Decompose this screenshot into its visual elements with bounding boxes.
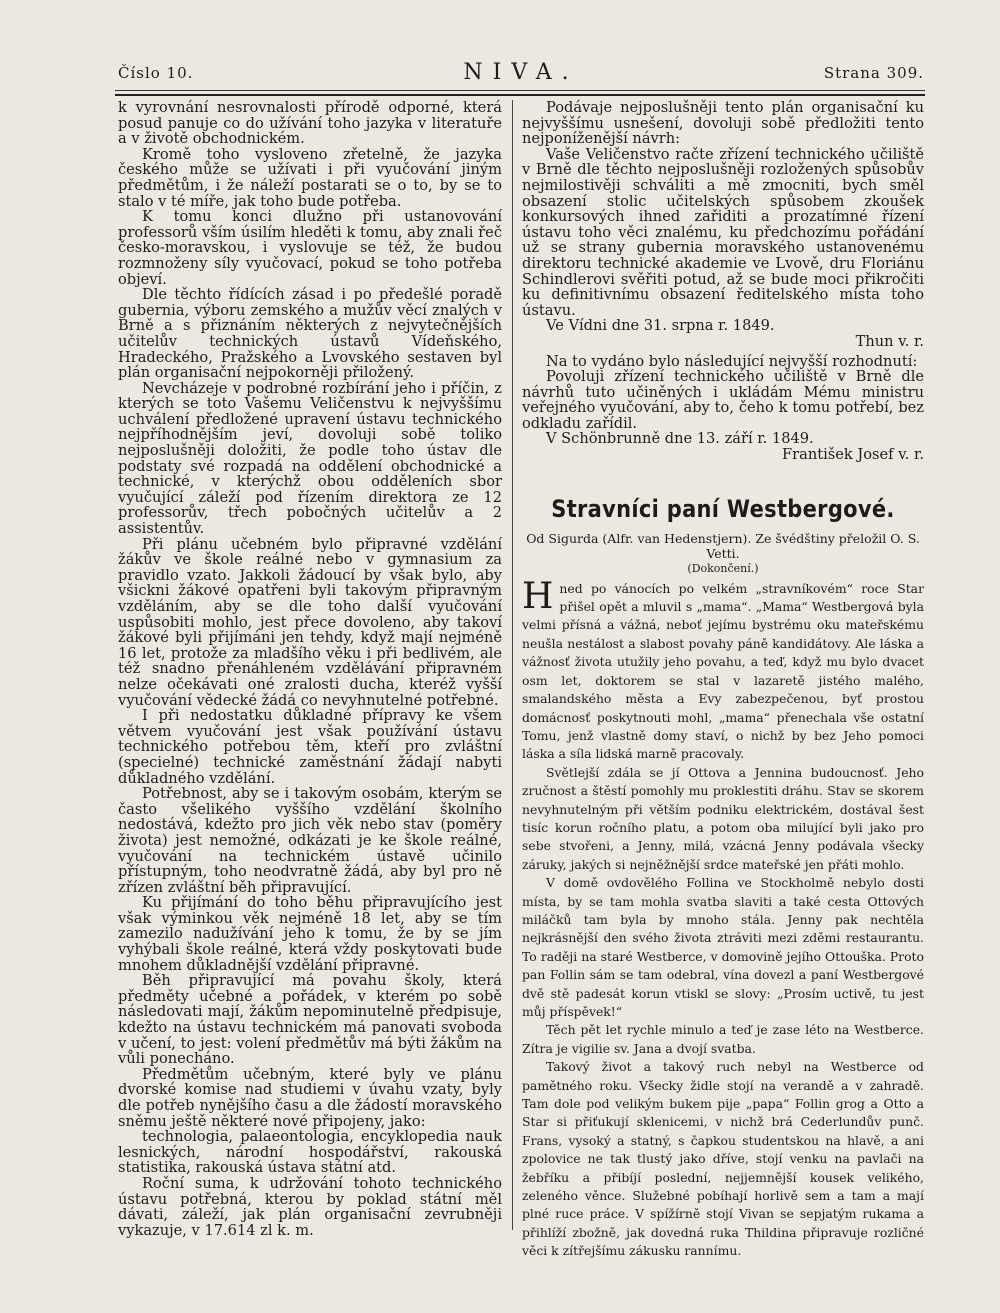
dateline: V Schönbrunně dne 13. září r. 1849. bbox=[546, 430, 814, 448]
paragraph: Světlejší zdála se jí Ottova a Jennina budoucnosť. Jeho zručnost a štěstí pomohly mu proklestiti dráhu. Stav se skorem nevyhnutelným při větším podniku elektrickém, dostával šest tisíc korun ročního platu, a potom oba milující byli jako pro sebe stvořeni, a Jenny, milá, vzácná Jenny podávala všecky záruky, jakých si nejněžnější srdce mateřské jen přáti mohlo. bbox=[522, 764, 924, 872]
journal-title: NIVA. bbox=[463, 60, 579, 85]
paragraph: Ku přijímání do toho běhu připravujícího jest však výminkou věk nejméně 18 let, aby se tím zamezilo nadužívání jeho k tomu, že by se jím vyhýbali škole reálné, která vždy poskytovati bude mnohem důkladnější vzdělání připravné. bbox=[118, 894, 502, 974]
paragraph: Takový život a takový ruch nebyl na Westberce od pamětného roku. Všecky židle stojí na verandě a v zahradě. Tam dole pod velikým bukem pije „papa“ Follin grog a Otto a Star si přiťukují sklenicemi, v nichž brá Cederlundův punč. Frans, vysoký a statný, s čapkou studentskou na hlavě, a ani zpolovice ne tak tlustý jako dříve, stojí venku na pavlači na žebříku a přibíjí poslední, nejjemnější kousek velikého, zeleného věnce. Služebné pobíhají horlivě sem a tam a mají plné ruce práce. V spížírně stojí Vivan se sepjatým rukama a přihlíží zbožně, jak dovedná ruka Thildina připravuje rozličné věci k zítřejšímu zákusku rannímu. bbox=[522, 1059, 924, 1259]
paragraph: Předmětům učebným, které byly ve plánu dvorské komise nad studiemi v úvahu vzaty, byly dle potřeb nynějšího času a dle žádostí moravského sněmu ještě některé nové připojeny, jako: bbox=[118, 1065, 502, 1130]
paragraph: Roční suma, k udržování tohoto technického ústavu potřebná, kterou by poklad státní měl dávati, záleží, jak plán organisační zevrubněji vykazuje, v 17.614 zl k. m. bbox=[118, 1174, 502, 1239]
paragraph: K tomu konci dlužno při ustanovování professorů vším úsilím hleděti k tomu, aby znali řeč česko-moravskou, i vyslovuje se též, že budou rozmnoženy síly vyučovací, pokud se toho potřeba objeví. bbox=[118, 208, 502, 288]
paragraph bbox=[522, 575, 924, 764]
paragraph: Běh připravující má povahu školy, která předměty učebné a pořádek, v kterém po sobě následovati mají, žákům nepominutelně předpisuje, kdežto na ústavu technickém má panovati svoboda v učení, to jest: volení předmětův má býti žákům na vůli ponecháno. bbox=[118, 972, 502, 1068]
paragraph: V domě ovdovělého Follina ve Stockholmě nebylo dosti místa, by se tam mohla svatba slaviti a také cesta Ottových miláčků tam byla by mnoho stála. Jenny pak nechtěla nejkrásnější den svého života ztráviti mezi zděmi restaurantu. To raději na staré Westberce, v domovině jejího Ottouška. Proto pan Follin sám se tam odebral, vína dovezl a paní Westbergové dvě stě padesát korun vtiskl se slovy: „Prosím uctivě, tu jest můj příspěvek!“ bbox=[522, 875, 924, 1019]
story-byline: Od Sigurda (Alfr. van Hedenstjern). Ze švédštiny přeložil O. S. Vetti. bbox=[526, 530, 920, 561]
issue-number: Číslo 10. bbox=[118, 64, 194, 82]
paragraph: Podávaje nejposlušněji tento plán organisační ku nejvyššímu usnešení, dovoluji sobě předložiti tento nejponíženější návrh: bbox=[522, 99, 924, 148]
continuation-note: (Dokončení.) bbox=[687, 561, 759, 575]
paragraph: technologia, palaeontologia, encyklopedia nauk lesnických, národní hospodářství, rakouská statistika, rakouská ústava státní atd. bbox=[118, 1128, 502, 1177]
header-rule-thick bbox=[115, 94, 925, 96]
paragraph: Dle těchto řídících zásad i po předešlé poradě gubernia, výboru zemského a mužův věcí znalých v Brně a s přiznáním některých z nejvytečnějších učitelův technických ústavů Vídeňského, Hradeckého, Pražského a Lvovského sestaven byl plán organisační nejpokorněji přiložený. bbox=[118, 286, 502, 382]
paragraph: Vaše Veličenstvo račte zřízení technického učiliště v Brně dle těchto nejposlušněji rozložených spůsobův nejmilostivěji schváliti a mě zmocniti, bych směl obsazení stolic učitelských spůsobem zkoušek konkursových ihned zařiditi a prozatímné řízení ústavu toho věci znalému, ku předchozímu pořádání už se strany gubernia moravského ustanovenému direktoru technické akademie ve Lvově, dru Floriánu Schindlerovi svěřiti potud, až se bude moci přikročiti ku definitivnímu obsazení ředitelského místa toho ústavu. bbox=[522, 145, 924, 319]
paragraph: Potřebnost, aby se i takovým osobám, kterým se často všelikého vyššího vzdělání školního nedostává, kdežto pro jich věk nebo stav (poměry života) jest nemožné, odkázati je ke škole reálné, vyučování na technickém ústavě učinilo přístupným, toho neodvratně žádá, aby byl pro ně zřízen zvláštní běh připravující. bbox=[118, 785, 502, 896]
signature-emperor: František Josef v. r. bbox=[782, 446, 924, 464]
page-header bbox=[118, 60, 924, 88]
left-column bbox=[118, 100, 502, 1238]
page-number: Strana 309. bbox=[823, 64, 924, 82]
right-column bbox=[522, 100, 924, 1261]
signature-thun: Thun v. r. bbox=[855, 332, 924, 350]
drop-cap: H bbox=[522, 575, 554, 617]
paragraph: I při nedostatku důkladné přípravy ke všem větvem vyučování jest však používání ústavu technického potřebou těm, kteří pro zvláštní (specielné) technické zaměstnání žádají nabyti důkladného vzdělání. bbox=[118, 707, 502, 787]
paragraph: Kromě toho vysloveno zřetelně, že jazyka českého může se užívati i při vyučování jiným předmětům, i že náleží postarati se o to, by se to stalo v té míře, jak toho bude potřeba. bbox=[118, 145, 502, 210]
story-title: Stravníci paní Westbergové. bbox=[551, 494, 895, 523]
paragraph: Povoluji zřízení technického učiliště v Brně dle návrhů tuto učiněných i ukládám Mému ministru veřejného vyučování, aby to, čeho k tomu potřebí, bez odkladu zařídil. bbox=[522, 368, 924, 432]
header-rule-thin bbox=[115, 90, 925, 91]
dateline: Ve Vídni dne 31. srpna r. 1849. bbox=[546, 317, 775, 335]
paragraph: Nevcházeje v podrobné rozbírání jeho i příčin, z kterých se toto Vašemu Veličenstvu k nejvyššímu uchválení předložené upravení ústavu technického nejpříhodnějším jeví, dovoluji sobě toliko nejposlušněji doložiti, že podle toho ústav dle podstaty své rozpadá na oddělení obchodnické a technické, v kterýchž obou odděleních sbor vyučující záleží pod řízením direktora ze 12 professorův, třech pobočných učitelův a 2 assistentův. bbox=[118, 379, 502, 538]
paragraph-text: ned po vánocích po velkém „stravníkovém“ roce Star přišel opět a mluvil s „mama“. „Mama“ Westbergová byla velmi přísná a vážná, neboť jejímu bystrému oku mateřskému neušla nestálost a slabost povahy páně kandidátovy. Ale láska a vážnosť života utužily jeho povahu, a teď, když mu bylo dvacet osm let, doktorem se stal v lazaretě jistého malého, smalandského města a Evy zabezpečenou, byť prostou domácnosť poskytnouti mohl, „mama“ přenechala vše ostatní Tomu, jenž vlastně domy staví, o nichž by bez Jeho pomoci láska a síla lidská marně pracovaly. bbox=[522, 580, 924, 762]
paragraph: Těch pět let rychle minulo a teď je zase léto na Westberce. Zítra je vigilie sv. Jana a dvojí svatba. bbox=[522, 1022, 924, 1056]
paragraph: k vyrovnání nesrovnalosti přírodě odporné, která posud panuje co do užívání toho jazyka v literatuře a v životě obchodnickém. bbox=[118, 99, 502, 148]
story-body bbox=[522, 575, 924, 1261]
column-divider bbox=[512, 100, 513, 1230]
paragraph: Při plánu učebném bylo připravné vzdělání žákův ve škole reálné nebo v gymnasium za pravidlo vzato. Jakkoli žádoucí by však bylo, aby všickni žákové opatřeni byli takovým připravným vzděláním, aby se dle toho další vyučování uspůsobiti mohlo, jest přece dovoleno, aby takoví žákové byli přijímáni jen tehdy, když mají nejméně 16 let, protože za mladšího věku i při bedlivém, ale též snadno přenáhleném vzdělávání připravném nelze očekávati oné zralosti ducha, kteréž vyšší vyučování vědecké žádá co nevyhnutelné potřebné. bbox=[118, 535, 502, 709]
paragraph: Na to vydáno bylo následující nejvyšší rozhodnutí: bbox=[546, 352, 918, 370]
